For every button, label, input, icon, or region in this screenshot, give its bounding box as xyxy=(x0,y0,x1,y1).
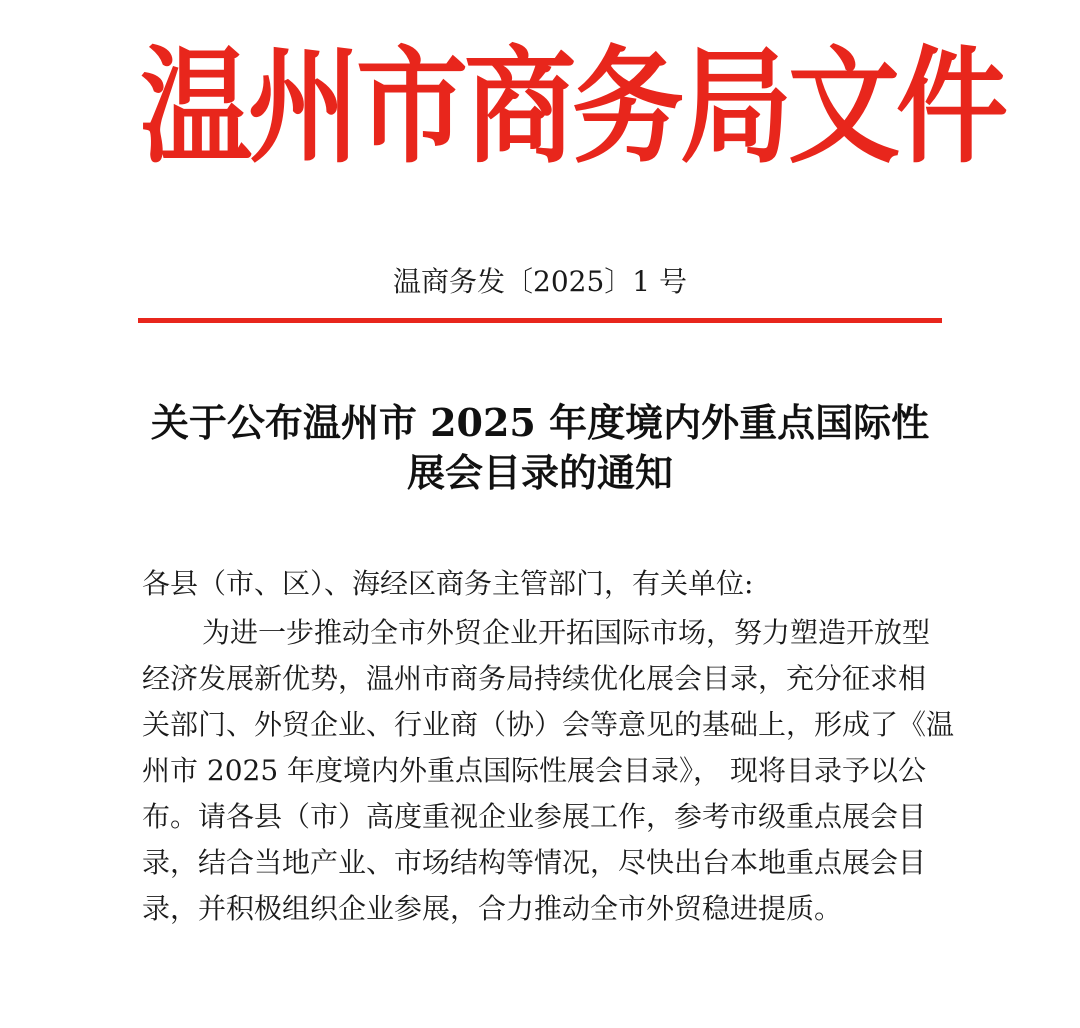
body-paragraph xyxy=(142,610,955,932)
masthead-title: 温州市商务局文件 xyxy=(140,34,1004,181)
body-line: 州市 2025 年度境内外重点国际性展会目录》， 现将目录予以公 xyxy=(142,754,926,787)
red-divider-rule xyxy=(138,318,942,323)
notice-title-line-2: 展会目录的通知 xyxy=(406,450,673,495)
body-line: 录，结合当地产业、市场结构等情况，尽快出台本地重点展会目 xyxy=(142,846,927,879)
notice-title-line-1: 关于公布温州市 2025 年度境内外重点国际性 xyxy=(150,400,930,445)
salutation: 各县（市、区）、海经区商务主管部门，有关单位: xyxy=(142,567,754,600)
document-number: 温商务发〔2025〕1 号 xyxy=(393,265,687,298)
body-line: 录，并积极组织企业参展，合力推动全市外贸稳进提质。 xyxy=(142,892,843,925)
body-line: 为进一步推动全市外贸企业开拓国际市场，努力塑造开放型 xyxy=(202,616,931,649)
body-line: 布。请各县（市）高度重视企业参展工作，参考市级重点展会目 xyxy=(142,800,927,833)
body-line: 经济发展新优势，温州市商务局持续优化展会目录，充分征求相 xyxy=(142,662,927,695)
notice-title xyxy=(100,398,980,498)
body-line: 关部门、外贸企业、行业商（协）会等意见的基础上，形成了《温 xyxy=(142,708,955,741)
